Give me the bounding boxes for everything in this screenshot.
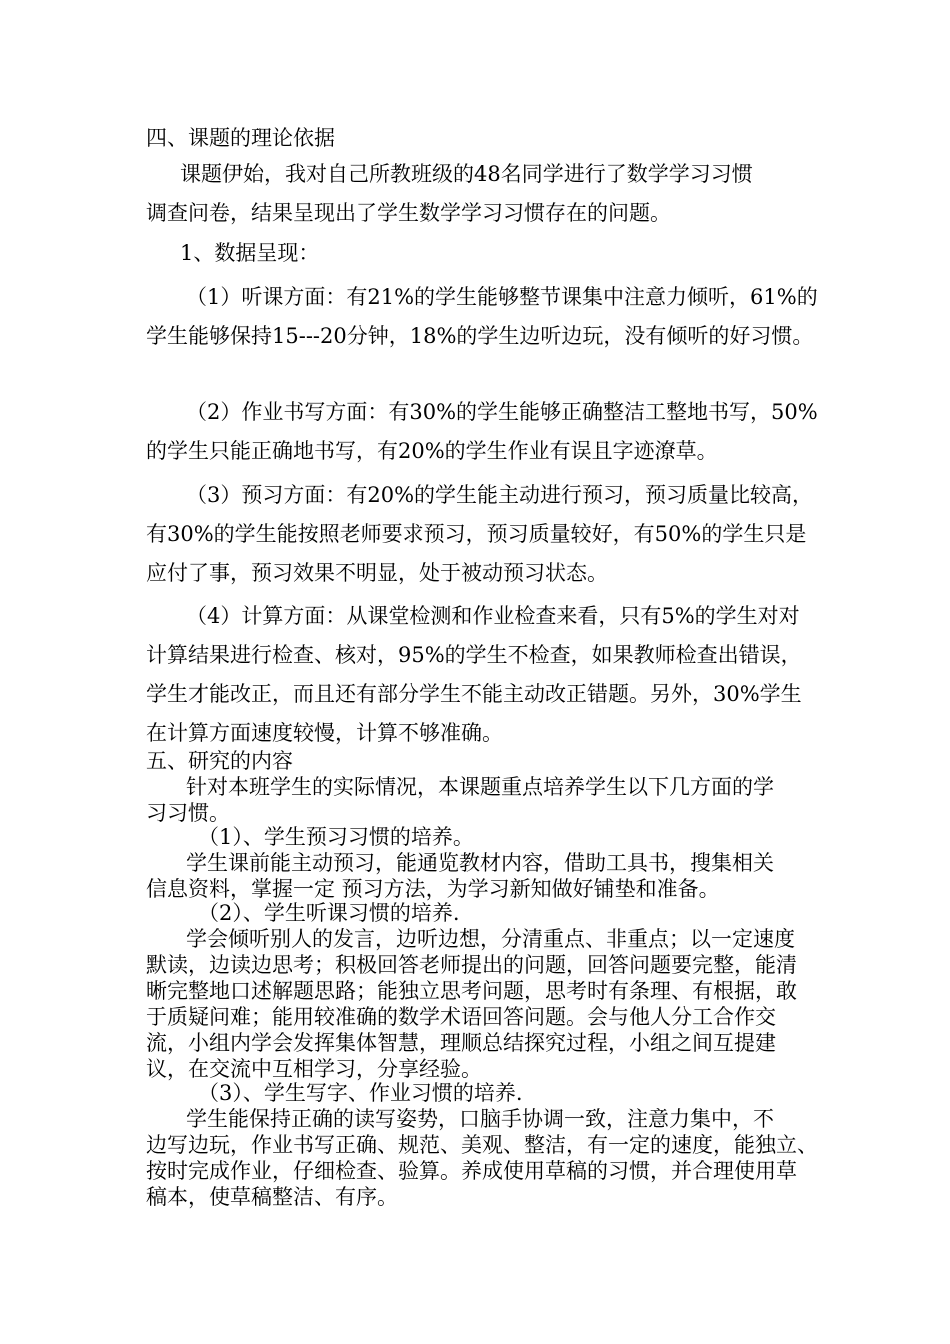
item-4-line-4: 在计算方面速度较慢，计算不够准确。 (146, 721, 503, 745)
subsection-1-line-1: 学生课前能主动预习，能通览教材内容，借助工具书，搜集相关 (186, 851, 774, 875)
subsection-3-title: （3）、学生写字、作业习惯的培养. (198, 1081, 523, 1105)
item-4-line-2: 计算结果进行检查、核对，95%的学生不检查，如果教师检查出错误， (146, 643, 802, 667)
subsection-3-line-1: 学生能保持正确的读写姿势，口脑手协调一致，注意力集中，不 (186, 1107, 774, 1131)
item-2-line-1: （2）作业书写方面：有30%的学生能够正确整洁工整地书写，50% (186, 400, 818, 424)
subsection-1-line-2: 信息资料，掌握一定 预习方法，为学习新知做好铺垫和准备。 (146, 877, 720, 901)
subsection-2-line-2: 默读，边读边思考；积极回答老师提出的问题，回答问题要完整，能清 (146, 953, 797, 977)
subsection-2-line-6: 议，在交流中互相学习，分享经验。 (146, 1057, 482, 1081)
subsection-2-line-3: 晰完整地口述解题思路；能独立思考问题，思考时有条理、有根据，敢 (146, 979, 797, 1003)
subsection-3-line-4: 稿本，使草稿整洁、有序。 (146, 1185, 398, 1209)
subsection-2-line-4: 于质疑问难；能用较准确的数学术语回答问题。会与他人分工合作交 (146, 1005, 776, 1029)
subsection-2-title: （2）、学生听课习惯的培养. (198, 901, 460, 925)
subsection-2-line-1: 学会倾听别人的发言，边听边想，分清重点、非重点；以一定速度 (186, 927, 795, 951)
section-4-heading: 四、课题的理论依据 (146, 126, 335, 150)
section-4-intro-line-2: 调查问卷，结果呈现出了学生数学学习习惯存在的问题。 (146, 201, 671, 225)
subsection-3-line-3: 按时完成作业，仔细检查、验算。养成使用草稿的习惯，并合理使用草 (146, 1159, 797, 1183)
subsection-3-line-2: 边写边玩，作业书写正确、规范、美观、整洁，有一定的速度，能独立、 (146, 1133, 818, 1157)
item-2-line-2: 的学生只能正确地书写，有20%的学生作业有误且字迹潦草。 (146, 439, 718, 463)
data-heading: 1、数据呈现： (180, 241, 320, 265)
item-3-line-2: 有30%的学生能按照老师要求预习，预习质量较好，有50%的学生只是 (146, 522, 807, 546)
section-5-intro-line-2: 习习惯。 (146, 801, 230, 825)
section-5-intro-line-1: 针对本班学生的实际情况，本课题重点培养学生以下几方面的学 (186, 775, 774, 799)
item-4-line-1: （4）计算方面：从课堂检测和作业检查来看，只有5%的学生对对 (186, 604, 800, 628)
item-4-line-3: 学生才能改正，而且还有部分学生不能主动改正错题。另外，30%学生 (146, 682, 802, 706)
subsection-2-line-5: 流，小组内学会发挥集体智慧，理顺总结探究过程，小组之间互提建 (146, 1031, 776, 1055)
item-1-line-1: （1）听课方面：有21%的学生能够整节课集中注意力倾听，61%的 (186, 285, 818, 309)
section-4-intro-line-1: 课题伊始，我对自己所教班级的48名同学进行了数学学习习惯 (180, 162, 753, 186)
section-5-heading: 五、研究的内容 (146, 749, 293, 773)
item-1-line-2: 学生能够保持15---20分钟，18%的学生边听边玩，没有倾听的好习惯。 (146, 324, 814, 348)
item-3-line-3: 应付了事，预习效果不明显，处于被动预习状态。 (146, 561, 608, 585)
subsection-1-title: （1）、学生预习习惯的培养。 (198, 825, 474, 849)
item-3-line-1: （3）预习方面：有20%的学生能主动进行预习，预习质量比较高， (186, 483, 814, 507)
